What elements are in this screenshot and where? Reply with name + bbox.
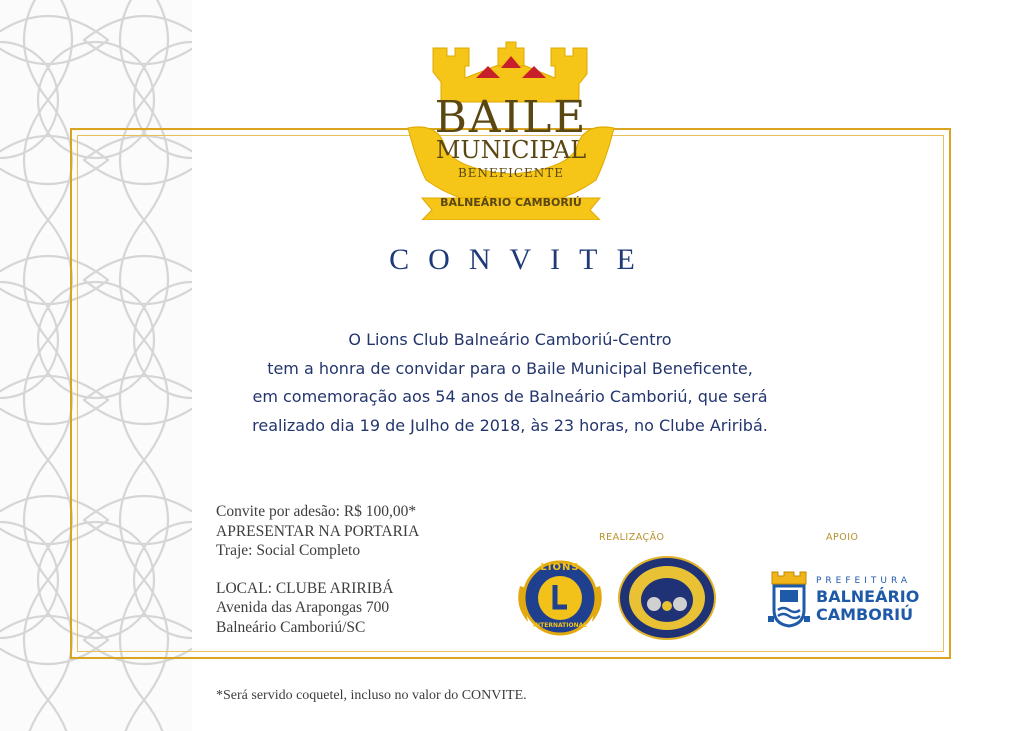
invitation-title: CONVITE	[389, 243, 654, 276]
prefeitura-logo	[768, 570, 918, 628]
lions-club-logo	[514, 556, 606, 640]
prefeitura-line3: CAMBORIÚ	[816, 605, 914, 624]
lions-club-centro-seal	[617, 556, 717, 640]
prefeitura-line2: BALNEÁRIO	[816, 587, 920, 606]
body-line-4: realizado dia 19 de Julho de 2018, às 23 horas, no Clube Ariribá.	[252, 415, 768, 435]
city-text: Balneário Camboriú/SC	[216, 618, 366, 636]
footnote: *Será servido coquetel, incluso no valor do CONVITE.	[216, 688, 527, 703]
logo-ribbon-text: BALNEÁRIO CAMBORIÚ	[440, 196, 582, 209]
lions-top-text: LIONS	[540, 562, 580, 573]
present-text: APRESENTAR NA PORTARIA	[216, 522, 420, 540]
baile-municipal-logo	[400, 30, 622, 220]
invitation-body	[210, 326, 810, 440]
event-details	[216, 502, 419, 637]
apoio-label: APOIO	[826, 532, 859, 543]
prefeitura-line1: PREFEITURA	[816, 576, 912, 586]
address-text: Avenida das Arapongas 700	[216, 599, 390, 616]
logo-title: BAILE	[434, 92, 588, 143]
lions-bottom-text: INTERNATIONAL	[532, 622, 588, 629]
dress-code-text: Traje: Social Completo	[216, 542, 361, 559]
city-crest-icon	[768, 570, 810, 628]
location-title: LOCAL: CLUBE ARIRIBÁ	[216, 579, 394, 597]
price-text: Convite por adesão: R$ 100,00*	[216, 503, 417, 520]
logo-beneficente: BENEFICENTE	[457, 166, 565, 180]
body-line-2: tem a honra de convidar para o Baile Municipal Beneficente,	[267, 358, 753, 378]
body-line-3: em comemoração aos 54 anos de Balneário Camboriú, que será	[252, 387, 768, 406]
body-line-1: O Lions Club Balneário Camboriú-Centro	[348, 330, 672, 349]
realizacao-label: REALIZAÇÃO	[599, 532, 665, 543]
logo-subtitle: MUNICIPAL	[435, 136, 587, 164]
